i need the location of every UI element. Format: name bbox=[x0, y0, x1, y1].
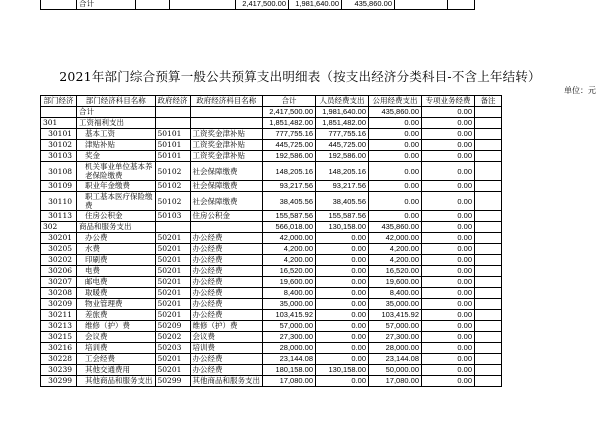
row-total: 16,520.00 bbox=[263, 266, 316, 277]
row-personnel: 0.00 bbox=[316, 321, 369, 332]
row-special: 0.00 bbox=[422, 299, 475, 310]
row-public: 0.00 bbox=[369, 118, 422, 129]
row-note bbox=[475, 192, 502, 211]
row-gov-code bbox=[155, 222, 190, 233]
row-note bbox=[475, 181, 502, 192]
row-special: 0.00 bbox=[422, 129, 475, 140]
row-special: 0.00 bbox=[422, 365, 475, 376]
row-gov-name: 其他商品和服务支出 bbox=[190, 376, 263, 387]
header-public: 公用经费支出 bbox=[369, 96, 422, 107]
row-dept-name: 物业管理费 bbox=[77, 299, 156, 310]
row-gov-code: 50102 bbox=[155, 192, 190, 211]
row-dept-code: 30113 bbox=[41, 211, 77, 222]
row-dept-code: 30201 bbox=[41, 233, 77, 244]
row-dept-name: 职工基本医疗保险缴费 bbox=[77, 192, 156, 211]
row-dept-code: 30102 bbox=[41, 140, 77, 151]
row-dept-name: 商品和服务支出 bbox=[77, 222, 156, 233]
row-personnel: 192,586.00 bbox=[316, 151, 369, 162]
row-gov-code: 50201 bbox=[155, 365, 190, 376]
row-public: 0.00 bbox=[369, 192, 422, 211]
row-gov-code: 50209 bbox=[155, 321, 190, 332]
row-total: 192,586.00 bbox=[263, 151, 316, 162]
row-gov-name: 办公经费 bbox=[190, 365, 263, 376]
row-dept-code: 30103 bbox=[41, 151, 77, 162]
header-dept-name: 部门经济科目名称 bbox=[77, 96, 156, 107]
row-personnel: 777,755.16 bbox=[316, 129, 369, 140]
row-dept-name: 合计 bbox=[77, 107, 156, 118]
row-special: 0.00 bbox=[422, 192, 475, 211]
row-note bbox=[475, 365, 502, 376]
table-row bbox=[41, 162, 502, 181]
row-dept-code: 30202 bbox=[41, 255, 77, 266]
row-gov-code: 50201 bbox=[155, 299, 190, 310]
row-dept-name: 维修（护）费 bbox=[77, 321, 156, 332]
table-row bbox=[41, 288, 502, 299]
row-special: 0.00 bbox=[422, 222, 475, 233]
row-dept-name: 津贴补贴 bbox=[77, 140, 156, 151]
row-gov-code: 50203 bbox=[155, 343, 190, 354]
row-personnel: 130,158.00 bbox=[316, 365, 369, 376]
row-total: 93,217.56 bbox=[263, 181, 316, 192]
row-total: 23,144.08 bbox=[263, 354, 316, 365]
row-dept-name: 工会经费 bbox=[77, 354, 156, 365]
row-note bbox=[475, 288, 502, 299]
document-title: 2021年部门综合预算一般公共预算支出明细表（按支出经济分类科目-不含上年结转） bbox=[59, 69, 541, 84]
row-personnel: 0.00 bbox=[316, 376, 369, 387]
row-personnel: 0.00 bbox=[316, 288, 369, 299]
row-personnel: 0.00 bbox=[316, 343, 369, 354]
row-gov-name: 会议费 bbox=[190, 332, 263, 343]
header-gov-code: 政府经济 bbox=[155, 96, 190, 107]
table-row bbox=[41, 354, 502, 365]
row-special: 0.00 bbox=[422, 140, 475, 151]
row-gov-code: 50201 bbox=[155, 354, 190, 365]
table-row bbox=[41, 107, 502, 118]
row-public: 4,200.00 bbox=[369, 255, 422, 266]
row-gov-name: 办公经费 bbox=[190, 244, 263, 255]
row-total: 103,415.92 bbox=[263, 310, 316, 321]
row-public: 19,600.00 bbox=[369, 277, 422, 288]
row-special: 0.00 bbox=[422, 288, 475, 299]
row-personnel: 0.00 bbox=[316, 233, 369, 244]
row-dept-name: 办公费 bbox=[77, 233, 156, 244]
row-special: 0.00 bbox=[422, 233, 475, 244]
header-personnel: 人员经费支出 bbox=[316, 96, 369, 107]
row-personnel: 0.00 bbox=[316, 354, 369, 365]
row-gov-code: 50299 bbox=[155, 376, 190, 387]
row-gov-name: 工资奖金津补贴 bbox=[190, 129, 263, 140]
fragment-total: 2,417,500.00 bbox=[236, 0, 289, 10]
row-dept-name: 印刷费 bbox=[77, 255, 156, 266]
table-row bbox=[41, 118, 502, 129]
row-gov-name: 办公经费 bbox=[190, 255, 263, 266]
table-row bbox=[41, 299, 502, 310]
fragment-special bbox=[395, 0, 448, 10]
row-note bbox=[475, 162, 502, 181]
row-total: 42,000.00 bbox=[263, 233, 316, 244]
row-dept-name: 基本工资 bbox=[77, 129, 156, 140]
table-row bbox=[41, 321, 502, 332]
row-dept-code: 30207 bbox=[41, 277, 77, 288]
row-note bbox=[475, 376, 502, 387]
row-special: 0.00 bbox=[422, 118, 475, 129]
row-gov-code: 50102 bbox=[155, 162, 190, 181]
row-total: 445,725.00 bbox=[263, 140, 316, 151]
row-total: 4,200.00 bbox=[263, 244, 316, 255]
row-special: 0.00 bbox=[422, 332, 475, 343]
row-public: 8,400.00 bbox=[369, 288, 422, 299]
table-row bbox=[41, 343, 502, 354]
row-personnel: 93,217.56 bbox=[316, 181, 369, 192]
row-dept-name: 工资福利支出 bbox=[77, 118, 156, 129]
row-note bbox=[475, 129, 502, 140]
row-dept-name: 奖金 bbox=[77, 151, 156, 162]
row-dept-code: 30213 bbox=[41, 321, 77, 332]
row-gov-name: 办公经费 bbox=[190, 310, 263, 321]
row-gov-code: 50101 bbox=[155, 140, 190, 151]
row-personnel: 0.00 bbox=[316, 266, 369, 277]
table-row bbox=[41, 211, 502, 222]
row-gov-name: 办公经费 bbox=[190, 233, 263, 244]
table-row bbox=[41, 310, 502, 321]
row-dept-code: 30228 bbox=[41, 354, 77, 365]
row-total: 2,417,500.00 bbox=[263, 107, 316, 118]
row-note bbox=[475, 140, 502, 151]
row-dept-name: 其他交通费用 bbox=[77, 365, 156, 376]
table-row bbox=[41, 222, 502, 233]
table-body bbox=[41, 107, 502, 387]
row-note bbox=[475, 321, 502, 332]
table-row bbox=[41, 192, 502, 211]
table-row bbox=[41, 277, 502, 288]
header-dept-code: 部门经济 bbox=[41, 96, 77, 107]
row-total: 566,018.00 bbox=[263, 222, 316, 233]
row-public: 17,080.00 bbox=[369, 376, 422, 387]
row-total: 35,000.00 bbox=[263, 299, 316, 310]
row-special: 0.00 bbox=[422, 376, 475, 387]
row-gov-code: 50103 bbox=[155, 211, 190, 222]
row-dept-code bbox=[41, 107, 77, 118]
row-gov-code: 50101 bbox=[155, 151, 190, 162]
row-dept-name: 邮电费 bbox=[77, 277, 156, 288]
row-special: 0.00 bbox=[422, 107, 475, 118]
row-dept-name: 会议费 bbox=[77, 332, 156, 343]
row-total: 27,300.00 bbox=[263, 332, 316, 343]
row-dept-code: 302 bbox=[41, 222, 77, 233]
row-gov-code: 50202 bbox=[155, 332, 190, 343]
header-total: 合计 bbox=[263, 96, 316, 107]
row-personnel: 1,851,482.00 bbox=[316, 118, 369, 129]
row-gov-name: 办公经费 bbox=[190, 288, 263, 299]
fragment-public: 435,860.00 bbox=[342, 0, 395, 10]
row-gov-name: 工资奖金津补贴 bbox=[190, 140, 263, 151]
row-dept-code: 301 bbox=[41, 118, 77, 129]
row-dept-code: 30208 bbox=[41, 288, 77, 299]
row-gov-name: 培训费 bbox=[190, 343, 263, 354]
row-gov-name: 维修（护）费 bbox=[190, 321, 263, 332]
table-row bbox=[41, 376, 502, 387]
row-gov-name: 社会保障缴费 bbox=[190, 192, 263, 211]
row-public: 0.00 bbox=[369, 129, 422, 140]
row-dept-code: 30110 bbox=[41, 192, 77, 211]
header-note: 备注 bbox=[475, 96, 502, 107]
row-public: 0.00 bbox=[369, 181, 422, 192]
row-total: 148,205.16 bbox=[263, 162, 316, 181]
table-row bbox=[41, 365, 502, 376]
row-dept-name: 机关事业单位基本养老保险缴费 bbox=[77, 162, 156, 181]
row-gov-code: 50201 bbox=[155, 255, 190, 266]
row-total: 28,000.00 bbox=[263, 343, 316, 354]
table-row bbox=[41, 181, 502, 192]
row-gov-name: 办公经费 bbox=[190, 277, 263, 288]
table-header-row bbox=[41, 96, 502, 107]
row-personnel: 0.00 bbox=[316, 299, 369, 310]
row-gov-code: 50201 bbox=[155, 244, 190, 255]
table-row bbox=[41, 255, 502, 266]
row-personnel: 0.00 bbox=[316, 310, 369, 321]
row-gov-code: 50201 bbox=[155, 310, 190, 321]
row-note bbox=[475, 354, 502, 365]
table-row bbox=[41, 140, 502, 151]
row-dept-code: 30239 bbox=[41, 365, 77, 376]
row-special: 0.00 bbox=[422, 266, 475, 277]
row-dept-name: 电费 bbox=[77, 266, 156, 277]
row-special: 0.00 bbox=[422, 255, 475, 266]
row-special: 0.00 bbox=[422, 181, 475, 192]
row-gov-code: 50201 bbox=[155, 266, 190, 277]
row-special: 0.00 bbox=[422, 343, 475, 354]
row-gov-name: 办公经费 bbox=[190, 354, 263, 365]
row-dept-code: 30299 bbox=[41, 376, 77, 387]
row-gov-code: 50101 bbox=[155, 129, 190, 140]
row-note bbox=[475, 151, 502, 162]
row-gov-name bbox=[190, 222, 263, 233]
row-public: 35,000.00 bbox=[369, 299, 422, 310]
row-special: 0.00 bbox=[422, 211, 475, 222]
row-public: 23,144.08 bbox=[369, 354, 422, 365]
row-personnel: 0.00 bbox=[316, 255, 369, 266]
row-personnel: 155,587.56 bbox=[316, 211, 369, 222]
row-public: 16,520.00 bbox=[369, 266, 422, 277]
row-special: 0.00 bbox=[422, 310, 475, 321]
row-gov-name: 社会保障缴费 bbox=[190, 181, 263, 192]
header-gov-name: 政府经济科目名称 bbox=[190, 96, 263, 107]
table-row bbox=[41, 266, 502, 277]
unit-label: 单位：元 bbox=[564, 86, 596, 95]
row-total: 4,200.00 bbox=[263, 255, 316, 266]
row-total: 19,600.00 bbox=[263, 277, 316, 288]
table-row bbox=[41, 332, 502, 343]
fragment-row bbox=[41, 0, 475, 10]
row-gov-code: 50201 bbox=[155, 277, 190, 288]
row-dept-name: 水费 bbox=[77, 244, 156, 255]
row-special: 0.00 bbox=[422, 244, 475, 255]
row-total: 1,851,482.00 bbox=[263, 118, 316, 129]
row-personnel: 0.00 bbox=[316, 277, 369, 288]
row-gov-code: 50201 bbox=[155, 233, 190, 244]
row-total: 57,000.00 bbox=[263, 321, 316, 332]
row-note bbox=[475, 118, 502, 129]
fragment-label: 合计 bbox=[77, 0, 136, 10]
row-dept-name: 住房公积金 bbox=[77, 211, 156, 222]
row-public: 435,860.00 bbox=[369, 107, 422, 118]
row-note bbox=[475, 277, 502, 288]
table-row bbox=[41, 129, 502, 140]
fragment-personnel: 1,981,640.00 bbox=[289, 0, 342, 10]
row-public: 4,200.00 bbox=[369, 244, 422, 255]
row-gov-name: 办公经费 bbox=[190, 266, 263, 277]
row-public: 103,415.92 bbox=[369, 310, 422, 321]
row-total: 155,587.56 bbox=[263, 211, 316, 222]
row-public: 42,000.00 bbox=[369, 233, 422, 244]
previous-table-fragment bbox=[40, 0, 550, 13]
row-public: 57,000.00 bbox=[369, 321, 422, 332]
row-dept-code: 30108 bbox=[41, 162, 77, 181]
table-row bbox=[41, 244, 502, 255]
row-public: 0.00 bbox=[369, 151, 422, 162]
row-note bbox=[475, 332, 502, 343]
row-note bbox=[475, 255, 502, 266]
row-dept-code: 30206 bbox=[41, 266, 77, 277]
row-note bbox=[475, 211, 502, 222]
row-dept-code: 30101 bbox=[41, 129, 77, 140]
row-note bbox=[475, 343, 502, 354]
row-note bbox=[475, 299, 502, 310]
row-gov-code: 50102 bbox=[155, 181, 190, 192]
row-dept-code: 30205 bbox=[41, 244, 77, 255]
table-row bbox=[41, 233, 502, 244]
row-total: 38,405.56 bbox=[263, 192, 316, 211]
row-public: 435,860.00 bbox=[369, 222, 422, 233]
row-public: 28,000.00 bbox=[369, 343, 422, 354]
row-dept-name: 职业年金缴费 bbox=[77, 181, 156, 192]
row-personnel: 130,158.00 bbox=[316, 222, 369, 233]
row-dept-name: 差旅费 bbox=[77, 310, 156, 321]
row-special: 0.00 bbox=[422, 277, 475, 288]
row-gov-name bbox=[190, 107, 263, 118]
row-dept-code: 30211 bbox=[41, 310, 77, 321]
row-note bbox=[475, 310, 502, 321]
row-public: 0.00 bbox=[369, 211, 422, 222]
row-special: 0.00 bbox=[422, 162, 475, 181]
row-total: 777,755.16 bbox=[263, 129, 316, 140]
row-dept-name: 培训费 bbox=[77, 343, 156, 354]
row-public: 27,300.00 bbox=[369, 332, 422, 343]
row-total: 17,080.00 bbox=[263, 376, 316, 387]
row-public: 0.00 bbox=[369, 140, 422, 151]
row-gov-code bbox=[155, 107, 190, 118]
row-personnel: 1,981,640.00 bbox=[316, 107, 369, 118]
row-gov-name: 办公经费 bbox=[190, 299, 263, 310]
header-special: 专项业务经费 bbox=[422, 96, 475, 107]
row-special: 0.00 bbox=[422, 151, 475, 162]
row-gov-name bbox=[190, 118, 263, 129]
row-dept-code: 30109 bbox=[41, 181, 77, 192]
row-dept-code: 30215 bbox=[41, 332, 77, 343]
row-gov-code: 50201 bbox=[155, 288, 190, 299]
row-public: 50,000.00 bbox=[369, 365, 422, 376]
row-special: 0.00 bbox=[422, 321, 475, 332]
row-special: 0.00 bbox=[422, 354, 475, 365]
row-note bbox=[475, 222, 502, 233]
row-dept-code: 30209 bbox=[41, 299, 77, 310]
row-personnel: 0.00 bbox=[316, 244, 369, 255]
row-gov-code bbox=[155, 118, 190, 129]
table-row bbox=[41, 151, 502, 162]
row-note bbox=[475, 107, 502, 118]
row-dept-code: 30216 bbox=[41, 343, 77, 354]
row-gov-name: 社会保障缴费 bbox=[190, 162, 263, 181]
row-personnel: 38,405.56 bbox=[316, 192, 369, 211]
row-total: 8,400.00 bbox=[263, 288, 316, 299]
row-gov-name: 工资奖金津补贴 bbox=[190, 151, 263, 162]
row-public: 0.00 bbox=[369, 162, 422, 181]
row-note bbox=[475, 244, 502, 255]
row-dept-name: 其他商品和服务支出 bbox=[77, 376, 156, 387]
row-total: 180,158.00 bbox=[263, 365, 316, 376]
expenditure-table bbox=[40, 95, 502, 387]
row-personnel: 445,725.00 bbox=[316, 140, 369, 151]
row-gov-name: 住房公积金 bbox=[190, 211, 263, 222]
row-note bbox=[475, 266, 502, 277]
row-personnel: 148,205.16 bbox=[316, 162, 369, 181]
row-dept-name: 取暖费 bbox=[77, 288, 156, 299]
row-note bbox=[475, 233, 502, 244]
row-personnel: 0.00 bbox=[316, 332, 369, 343]
